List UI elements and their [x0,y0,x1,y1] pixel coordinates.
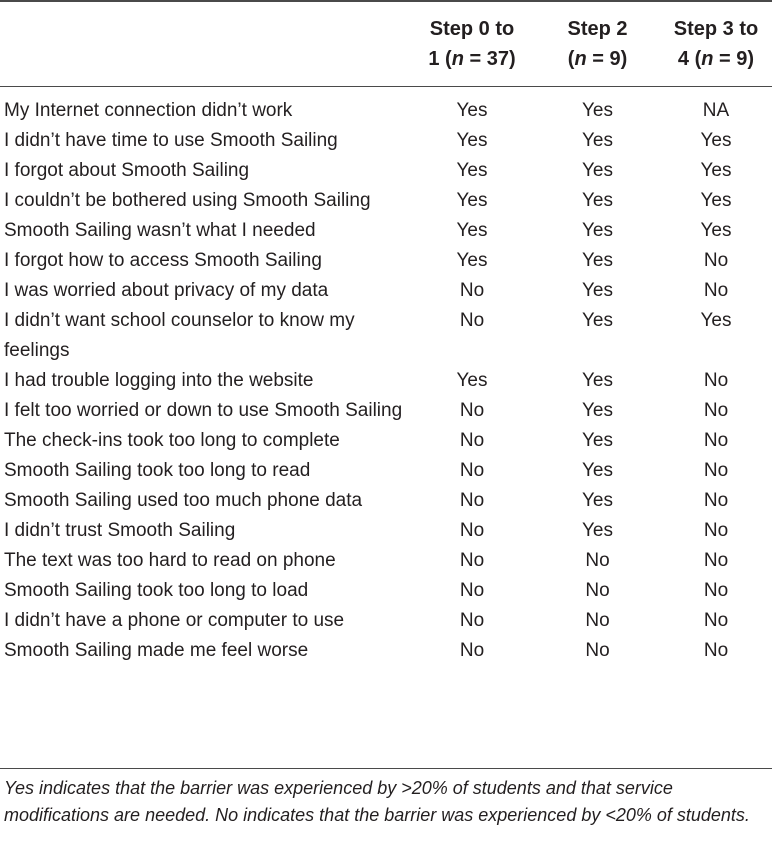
step-3-4-value: Yes [700,160,732,181]
step-0-1-value: No [459,640,485,661]
step-3-4-value: No [703,250,729,271]
barrier-label: I forgot how to access Smooth Sailing [4,250,322,271]
barrier-label: Smooth Sailing took too long to read [4,460,311,481]
step-3-4-value: No [703,370,729,391]
step-0-1-value: Yes [456,100,488,121]
barrier-label: The check-ins took too long to complete [4,430,340,451]
step-2-value: No [585,550,610,571]
step-2-value: No [585,610,610,631]
column-header-step-3-4: Step 3 to 4 (n = 9) [673,18,759,70]
table-row [0,426,772,456]
barrier-label: My Internet connection didn’t work [4,100,293,121]
table-row [0,576,772,606]
step-2-value: No [585,640,610,661]
step-2-value: Yes [582,460,613,481]
barrier-label: I couldn’t be bothered using Smooth Sailing [4,190,371,211]
step-0-1-value: No [459,400,485,421]
step-3-4-value: Yes [700,220,732,241]
table-row [0,96,772,126]
step-0-1-value: Yes [456,130,488,151]
barrier-label: I didn’t trust Smooth Sailing [4,520,236,541]
step-2-value: Yes [582,100,613,121]
table-row [0,216,772,246]
header-rule [0,86,772,87]
step-3-4-value: No [703,280,729,301]
table-row [0,186,772,216]
step-3-4-value: No [703,520,729,541]
table-row [0,606,772,636]
step-0-1-value: No [459,310,485,331]
table-row [0,456,772,486]
step-0-1-value: No [459,610,485,631]
step-3-4-value: No [703,610,729,631]
barrier-label: Smooth Sailing wasn’t what I needed [4,220,316,241]
step-3-4-value: No [703,490,729,511]
table-row [0,126,772,156]
table-row [0,246,772,276]
step-3-4-value: NA [702,100,730,121]
step-2-value: Yes [582,130,613,151]
step-3-4-value: No [703,460,729,481]
step-2-value: Yes [582,280,613,301]
barrier-label: I was worried about privacy of my data [4,280,329,301]
step-2-value: Yes [582,310,613,331]
column-header-step-2: Step 2 (n = 9) [567,18,628,70]
step-0-1-value: Yes [456,220,488,241]
step-3-4-value: No [703,580,729,601]
barrier-label: I didn’t have time to use Smooth Sailing [4,130,338,151]
step-0-1-value: Yes [456,250,488,271]
step-2-value: Yes [582,520,613,541]
barrier-label: I had trouble logging into the website [4,370,314,391]
table-row [0,486,772,516]
table-bottom-rule [0,768,772,769]
step-0-1-value: No [459,520,485,541]
step-2-value: Yes [582,160,613,181]
step-0-1-value: Yes [456,190,488,211]
barrier-label: I felt too worried or down to use Smooth Sailing [4,400,403,421]
barrier-label: Smooth Sailing used too much phone data [4,490,363,511]
step-2-value: Yes [582,400,613,421]
barrier-label: I forgot about Smooth Sailing [4,160,250,181]
step-0-1-value: No [459,460,485,481]
table-row [0,366,772,396]
step-3-4-value: Yes [700,130,732,151]
step-2-value: Yes [582,490,613,511]
table-row [0,636,772,666]
barrier-label: The text was too hard to read on phone [4,550,336,571]
barrier-label: I didn’t have a phone or computer to use [4,610,345,631]
barrier-label: Smooth Sailing took too long to load [4,580,309,601]
table-footnote: Yes indicates that the barrier was experienced by >20% of students and that service modifications are needed. No indicates that the barrier was experienced by <20% of students. [4,778,750,825]
table-row [0,156,772,186]
table-row [0,276,772,306]
step-3-4-value: No [703,400,729,421]
step-0-1-value: No [459,580,485,601]
step-3-4-value: No [703,550,729,571]
barrier-label: I didn’t want school counselor to know my feelings [4,310,355,361]
step-2-value: Yes [582,190,613,211]
table-row [0,546,772,576]
step-2-value: Yes [582,220,613,241]
step-3-4-value: No [703,640,729,661]
step-0-1-value: No [459,430,485,451]
step-0-1-value: No [459,280,485,301]
step-3-4-value: Yes [700,190,732,211]
step-3-4-value: No [703,430,729,451]
step-2-value: Yes [582,370,613,391]
table-top-rule [0,0,772,2]
step-0-1-value: No [459,490,485,511]
table-body [0,96,772,666]
step-3-4-value: Yes [700,310,732,331]
step-2-value: No [585,580,610,601]
table-row [0,396,772,426]
step-2-value: Yes [582,430,613,451]
step-0-1-value: Yes [456,370,488,391]
table-row [0,306,772,366]
barrier-label: Smooth Sailing made me feel worse [4,640,309,661]
step-2-value: Yes [582,250,613,271]
step-0-1-value: No [459,550,485,571]
step-0-1-value: Yes [456,160,488,181]
table-row [0,516,772,546]
column-header-step-0-1: Step 0 to 1 (n = 37) [428,18,516,70]
